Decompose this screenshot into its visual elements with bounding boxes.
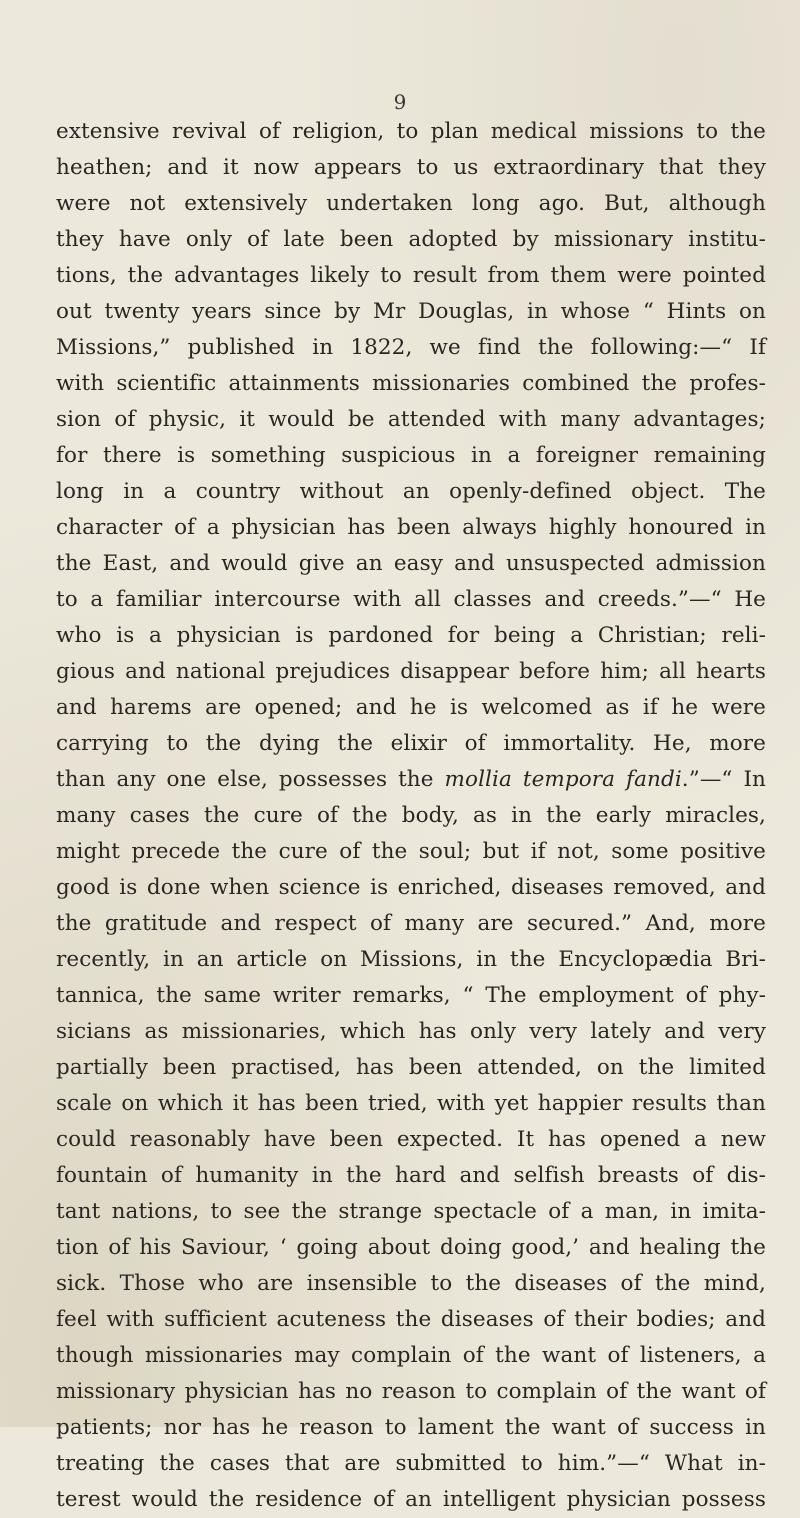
text-line: they have only of late been adopted by missionary institu- [56,227,766,252]
text-line: recently, in an article on Missions, in the Encyclopædia Bri- [56,947,766,972]
text-line: tions, the advantages likely to result from them were pointed [56,263,766,288]
text-line: sicians as missionaries, which has only very lately and very [56,1019,766,1044]
text-line: might precede the cure of the soul; but if not, some positive [56,839,766,864]
text-line: patients; nor has he reason to lament the want of success in [56,1415,766,1440]
text-line: though missionaries may complain of the want of listeners, a [56,1343,766,1368]
text-line: the gratitude and respect of many are secured.” And, more [56,911,766,936]
text-line: and harems are opened; and he is welcomed as if he were [56,695,766,720]
text-line: gious and national prejudices disappear before him; all hearts [56,659,766,684]
text-line: partially been practised, has been attended, on the limited [56,1055,766,1080]
text-line: many cases the cure of the body, as in the early miracles, [56,803,766,828]
text-line: long in a country without an openly-defined object. The [56,479,766,504]
text-line: extensive revival of religion, to plan medical missions to the [56,119,766,144]
text-line: who is a physician is pardoned for being a Christian; reli- [56,623,766,648]
italic-phrase: mollia tempora fandi [444,767,682,792]
body-text [56,114,766,1518]
text-line: missionary physician has no reason to complain of the want of [56,1379,766,1404]
text-line: tant nations, to see the strange spectacle of a man, in imita- [56,1199,766,1224]
text-line: sick. Those who are insensible to the diseases of the mind, [56,1271,766,1296]
text-line: Missions,” published in 1822, we find the following:—“ If [56,335,766,360]
text-line: with scientific attainments missionaries combined the profes- [56,371,766,396]
page-number: 9 [393,90,407,114]
text-line: out twenty years since by Mr Douglas, in whose “ Hints on [56,299,766,324]
text-line: scale on which it has been tried, with yet happier results than [56,1091,766,1116]
text-line: feel with sufficient acuteness the diseases of their bodies; and [56,1307,766,1332]
text-line: for there is something suspicious in a foreigner remaining [56,443,766,468]
text-line: treating the cases that are submitted to him.”—“ What in- [56,1451,766,1476]
text-line: good is done when science is enriched, diseases removed, and [56,875,766,900]
text-line: carrying to the dying the elixir of immortality. He, more [56,731,766,756]
text-line: terest would the residence of an intelligent physician possess [56,1487,766,1512]
text-line: tion of his Saviour, ‘ going about doing good,’ and healing the [56,1235,766,1260]
text-line: the East, and would give an easy and unsuspected admission [56,551,766,576]
text-line-with-italic [56,762,766,798]
text-line: were not extensively undertaken long ago. But, although [56,191,766,216]
text-segment: .”—“ In [681,767,766,792]
text-line: sion of physic, it would be attended with many advantages; [56,407,766,432]
text-line: heathen; and it now appears to us extraordinary that they [56,155,766,180]
text-segment: than any one else, possesses the [56,767,445,792]
text-line: fountain of humanity in the hard and selfish breasts of dis- [56,1163,766,1188]
text-line: tannica, the same writer remarks, “ The employment of phy- [56,983,766,1008]
text-line: character of a physician has been always highly honoured in [56,515,766,540]
text-line: could reasonably have been expected. It has opened a new [56,1127,766,1152]
text-line: to a familiar intercourse with all classes and creeds.”—“ He [56,587,766,612]
